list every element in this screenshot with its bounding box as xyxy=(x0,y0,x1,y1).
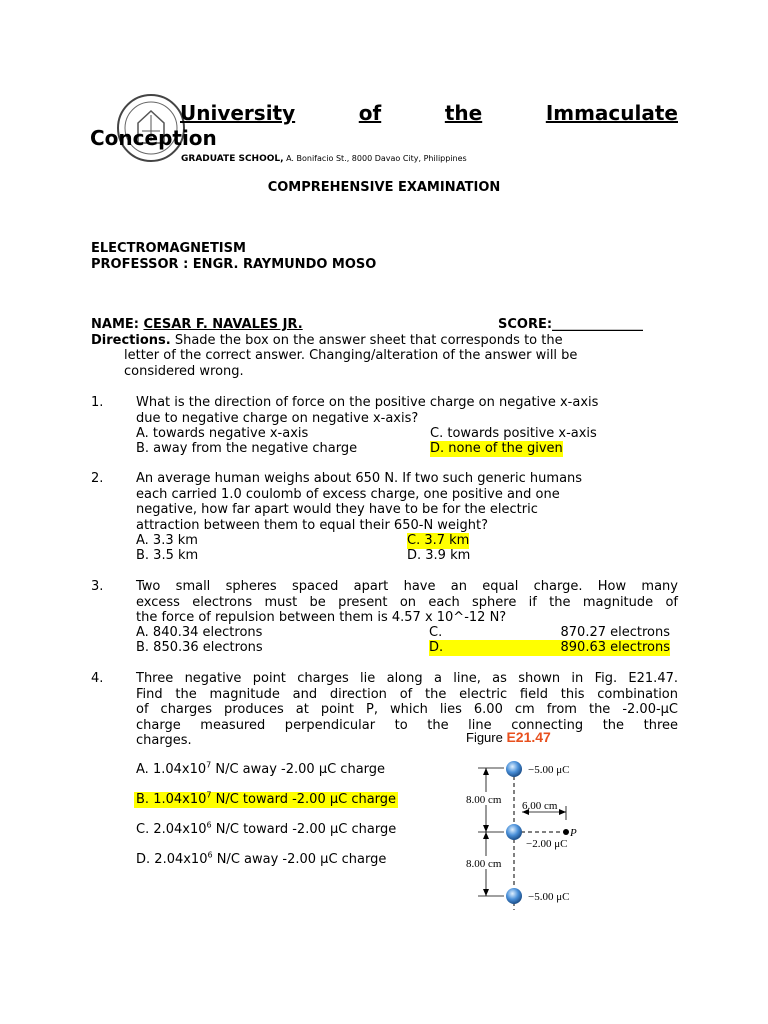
question-line: excess electrons must be present on each sphere if the magnitude of xyxy=(136,594,678,610)
question-number: 2. xyxy=(91,471,104,486)
question-number: 4. xyxy=(91,671,104,686)
option-exponent: 6 xyxy=(207,850,213,860)
option-b: B. 850.36 electrons xyxy=(136,640,263,655)
question-number: 3. xyxy=(91,579,104,594)
question-number: 1. xyxy=(91,395,104,410)
figure-diagram xyxy=(460,750,610,915)
figure-id: E21.47 xyxy=(506,729,551,745)
professor-line: PROFESSOR : ENGR. RAYMUNDO MOSO xyxy=(91,257,377,272)
arrow-head xyxy=(483,832,489,839)
option-b: B. 3.5 km xyxy=(136,548,199,563)
charge-label-top: −5.00 μC xyxy=(528,764,570,776)
option-mantissa: 2.04x10 xyxy=(154,852,208,867)
question-4-text xyxy=(136,671,678,749)
arrow-head xyxy=(559,809,566,815)
directions-line3: considered wrong. xyxy=(124,364,244,379)
arrow-head xyxy=(483,825,489,832)
exam-title: COMPREHENSIVE EXAMINATION xyxy=(267,180,501,195)
name-line xyxy=(91,317,303,332)
option-letter: C. xyxy=(136,822,150,837)
option-a: A. 3.3 km xyxy=(136,533,198,548)
university-name-line2: Conception xyxy=(90,126,217,150)
option-mantissa: 1.04x10 xyxy=(153,792,207,807)
option-letter: C. xyxy=(429,625,443,640)
option-a xyxy=(136,762,385,778)
distance-label-bottom: 8.00 cm xyxy=(466,858,502,870)
directions-line1 xyxy=(91,333,563,349)
question-line: of charges produces at point P, which lies 6.00 cm from the -2.00-μC xyxy=(136,702,678,717)
option-letter: D. xyxy=(136,852,151,867)
figure-prefix: Figure xyxy=(466,730,507,745)
option-exponent: 7 xyxy=(206,790,212,800)
option-d-selected xyxy=(429,640,670,656)
university-word: Immaculate xyxy=(545,101,678,125)
question-line: Three negative point charges lie along a line, as shown in Fig. E21.47. xyxy=(136,671,678,686)
point-p-dot xyxy=(563,829,569,835)
option-letter: A. xyxy=(136,762,149,777)
option-c xyxy=(136,822,396,838)
question-line: Find the magnitude and direction of the electric field this combination xyxy=(136,686,678,702)
school-address xyxy=(181,154,467,164)
charge-sphere-bottom xyxy=(506,888,522,904)
arrow-head xyxy=(483,889,489,896)
option-b-selected xyxy=(134,792,398,808)
subject-title: ELECTROMAGNETISM xyxy=(91,241,246,256)
charge-label-middle: −2.00 μC xyxy=(526,838,568,850)
directions-label: Directions. xyxy=(91,333,171,348)
graduate-school-label: GRADUATE SCHOOL, xyxy=(181,154,284,164)
university-word: the xyxy=(444,101,483,125)
option-d: D. 3.9 km xyxy=(407,548,471,563)
charge-sphere-top xyxy=(506,761,522,777)
option-d xyxy=(136,852,386,868)
distance-label-top: 8.00 cm xyxy=(466,794,502,806)
option-text: 890.63 electrons xyxy=(560,640,670,655)
name-label: NAME: xyxy=(91,317,144,332)
question-line: negative, how far apart would they have to be for the electric xyxy=(136,502,538,517)
question-1-text xyxy=(136,395,678,426)
option-text: N/C toward -2.00 μC charge xyxy=(211,792,397,807)
question-line: charge measured perpendicular to the line connecting the three xyxy=(136,717,678,733)
university-word: of xyxy=(358,101,382,125)
charge-sphere-middle xyxy=(506,824,522,840)
question-line: Two small spheres spaced apart have an equal charge. How many xyxy=(136,579,678,594)
student-name: CESAR F. NAVALES JR. xyxy=(143,317,303,332)
option-b: B. away from the negative charge xyxy=(136,441,358,456)
address-text: A. Bonifacio St., 8000 Davao City, Philippines xyxy=(283,154,467,163)
university-word: University xyxy=(180,101,296,125)
distance-label-p: 6.00 cm xyxy=(522,800,558,812)
question-line: charges. xyxy=(136,733,192,748)
question-line: due to negative charge on negative x-axis? xyxy=(136,410,419,426)
score-label: SCORE: xyxy=(498,317,553,332)
arrow-head xyxy=(483,768,489,775)
university-name xyxy=(90,101,678,151)
score-blank: ______________ xyxy=(552,317,644,332)
option-text: N/C away -2.00 μC charge xyxy=(212,852,387,867)
option-exponent: 7 xyxy=(206,760,212,770)
option-d-selected: D. none of the given xyxy=(430,441,563,456)
score-line xyxy=(498,317,643,332)
figure-caption xyxy=(466,729,551,746)
question-line: attraction between them to equal their 650-N weight? xyxy=(136,517,489,533)
question-line: What is the direction of force on the positive charge on negative x-axis xyxy=(136,395,599,410)
option-c-selected: C. 3.7 km xyxy=(407,533,470,548)
question-line: each carried 1.0 coulomb of excess charge, one positive and one xyxy=(136,486,560,502)
option-exponent: 6 xyxy=(206,820,212,830)
point-p-label: P xyxy=(570,827,577,839)
question-2-text xyxy=(136,471,678,533)
option-mantissa: 2.04x10 xyxy=(153,822,207,837)
option-letter: D. xyxy=(429,640,444,655)
option-a: A. towards negative x-axis xyxy=(136,426,309,441)
charge-label-bottom: −5.00 μC xyxy=(528,891,570,903)
option-c xyxy=(429,625,670,641)
option-a: A. 840.34 electrons xyxy=(136,625,263,640)
directions-text: Shade the box on the answer sheet that corresponds to the xyxy=(170,333,563,348)
option-letter: B. xyxy=(136,792,150,807)
option-text: N/C toward -2.00 μC charge xyxy=(211,822,397,837)
option-text: N/C away -2.00 μC charge xyxy=(211,762,386,777)
question-line: the force of repulsion between them is 4.57 x 10^-12 N? xyxy=(136,610,507,625)
question-3-text xyxy=(136,579,678,626)
question-line: An average human weighs about 650 N. If two such generic humans xyxy=(136,471,583,486)
option-mantissa: 1.04x10 xyxy=(152,762,207,777)
directions-line2: letter of the correct answer. Changing/alteration of the answer will be xyxy=(124,348,578,363)
option-text: 870.27 electrons xyxy=(560,625,670,640)
option-c: C. towards positive x-axis xyxy=(430,426,597,441)
